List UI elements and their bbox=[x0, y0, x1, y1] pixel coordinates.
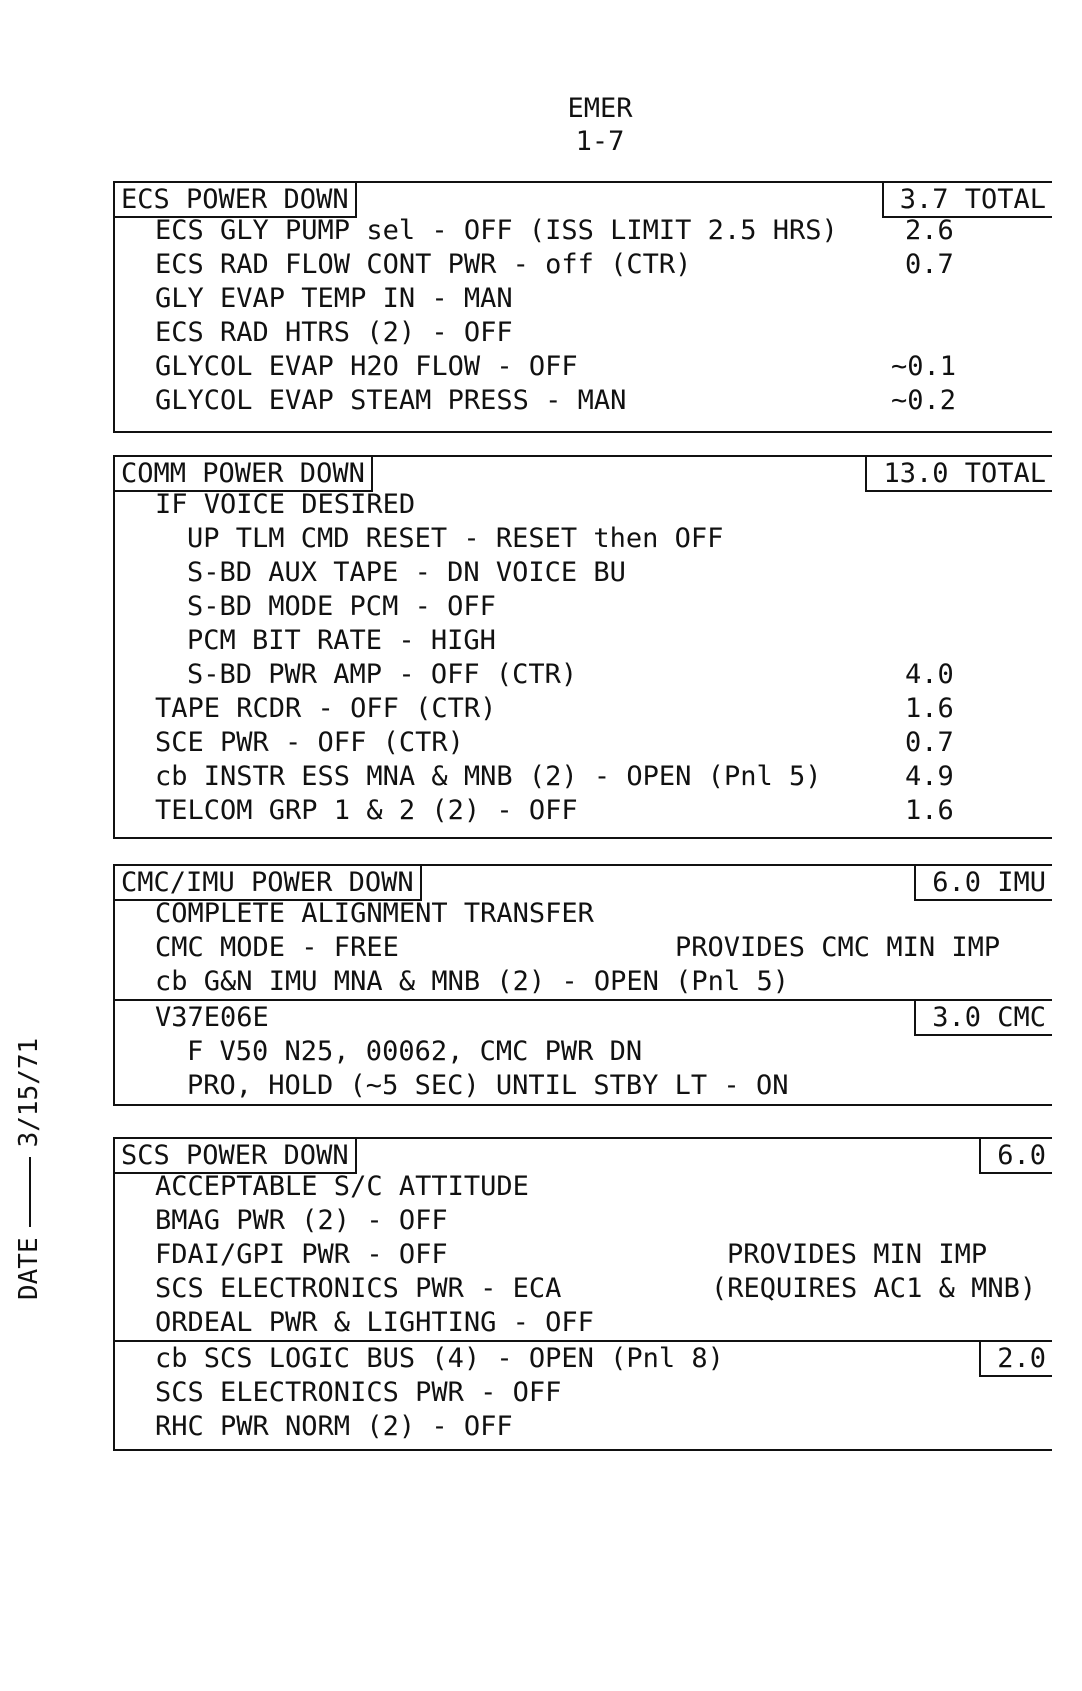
cmc-sub-total: 3.0 CMC bbox=[914, 999, 1052, 1036]
comm-row-value: 1.6 bbox=[905, 795, 954, 826]
cmc-row: cb G&N IMU MNA & MNB (2) - OPEN (Pnl 5) bbox=[155, 966, 789, 997]
comm-row: SCE PWR - OFF (CTR) bbox=[155, 727, 464, 758]
page-header bbox=[520, 92, 680, 158]
scs-row: FDAI/GPI PWR - OFF bbox=[155, 1239, 448, 1270]
comm-section-total: 13.0 TOTAL bbox=[865, 455, 1052, 492]
date-underline bbox=[29, 1157, 31, 1227]
comm-section bbox=[113, 457, 1052, 839]
scs-sub-row: SCS ELECTRONICS PWR - OFF bbox=[155, 1377, 562, 1408]
ecs-section-title: ECS POWER DOWN bbox=[113, 181, 357, 218]
cmc-row: CMC MODE - FREE bbox=[155, 932, 399, 963]
ecs-row: GLYCOL EVAP STEAM PRESS - MAN bbox=[155, 385, 627, 416]
cmc-sub-row: F V50 N25, 00062, CMC PWR DN bbox=[187, 1036, 643, 1067]
comm-row: S-BD AUX TAPE - DN VOICE BU bbox=[187, 557, 626, 588]
ecs-row: GLYCOL EVAP H2O FLOW - OFF bbox=[155, 351, 578, 382]
scs-row: BMAG PWR (2) - OFF bbox=[155, 1205, 448, 1236]
scs-row: ACCEPTABLE S/C ATTITUDE bbox=[155, 1171, 529, 1202]
cmc-sub-row: V37E06E bbox=[155, 1002, 269, 1033]
comm-row-value: 4.9 bbox=[905, 761, 954, 792]
date-label: DATE bbox=[14, 1237, 44, 1300]
scs-section bbox=[113, 1139, 1052, 1451]
ecs-section-total: 3.7 TOTAL bbox=[882, 181, 1052, 218]
scs-sub-row: cb SCS LOGIC BUS (4) - OPEN (Pnl 8) bbox=[155, 1343, 724, 1374]
cmc-row: COMPLETE ALIGNMENT TRANSFER bbox=[155, 898, 594, 929]
ecs-row-value: ~0.2 bbox=[891, 385, 957, 416]
scs-note: (REQUIRES AC1 & MNB) bbox=[711, 1273, 1037, 1304]
scs-sub-row: RHC PWR NORM (2) - OFF bbox=[155, 1411, 513, 1442]
ecs-row: ECS RAD HTRS (2) - OFF bbox=[155, 317, 513, 348]
comm-row: IF VOICE DESIRED bbox=[155, 489, 416, 520]
ecs-row: GLY EVAP TEMP IN - MAN bbox=[155, 283, 513, 314]
header-emer: EMER bbox=[567, 93, 633, 124]
comm-row: TELCOM GRP 1 & 2 (2) - OFF bbox=[155, 795, 578, 826]
ecs-row-value: 0.7 bbox=[905, 249, 954, 280]
header-page-number: 1-7 bbox=[575, 126, 625, 157]
cmc-section-title: CMC/IMU POWER DOWN bbox=[113, 864, 422, 901]
ecs-row-value: 2.6 bbox=[905, 215, 954, 246]
cmc-imu-section bbox=[113, 866, 1052, 1106]
comm-row-value: 0.7 bbox=[905, 727, 954, 758]
scs-sub-total: 2.0 bbox=[979, 1340, 1052, 1377]
cmc-section-total: 6.0 IMU bbox=[914, 864, 1052, 901]
ecs-section bbox=[113, 183, 1052, 433]
comm-section-title: COMM POWER DOWN bbox=[113, 455, 373, 492]
cmc-note: PROVIDES CMC MIN IMP bbox=[675, 932, 1001, 963]
comm-row: S-BD MODE PCM - OFF bbox=[187, 591, 496, 622]
cmc-sub-row: PRO, HOLD (~5 SEC) UNTIL STBY LT - ON bbox=[187, 1070, 789, 1101]
scs-row: ORDEAL PWR & LIGHTING - OFF bbox=[155, 1307, 594, 1338]
scs-note: PROVIDES MIN IMP bbox=[727, 1239, 988, 1270]
comm-row: TAPE RCDR - OFF (CTR) bbox=[155, 693, 497, 724]
comm-row: S-BD PWR AMP - OFF (CTR) bbox=[187, 659, 578, 690]
comm-row: cb INSTR ESS MNA & MNB (2) - OPEN (Pnl 5) bbox=[155, 761, 822, 792]
ecs-row-value: ~0.1 bbox=[891, 351, 957, 382]
scs-section-total: 6.0 bbox=[979, 1137, 1052, 1174]
comm-row: PCM BIT RATE - HIGH bbox=[187, 625, 496, 656]
ecs-row: ECS GLY PUMP sel - OFF (ISS LIMIT 2.5 HRS) bbox=[155, 215, 838, 246]
comm-row-value: 4.0 bbox=[905, 659, 954, 690]
scs-section-title: SCS POWER DOWN bbox=[113, 1137, 357, 1174]
date-value: 3/15/71 bbox=[14, 1037, 44, 1148]
comm-row-value: 1.6 bbox=[905, 693, 954, 724]
scs-row: SCS ELECTRONICS PWR - ECA bbox=[155, 1273, 562, 1304]
side-date bbox=[14, 1038, 44, 1300]
ecs-row: ECS RAD FLOW CONT PWR - off (CTR) bbox=[155, 249, 692, 280]
comm-row: UP TLM CMD RESET - RESET then OFF bbox=[187, 523, 724, 554]
